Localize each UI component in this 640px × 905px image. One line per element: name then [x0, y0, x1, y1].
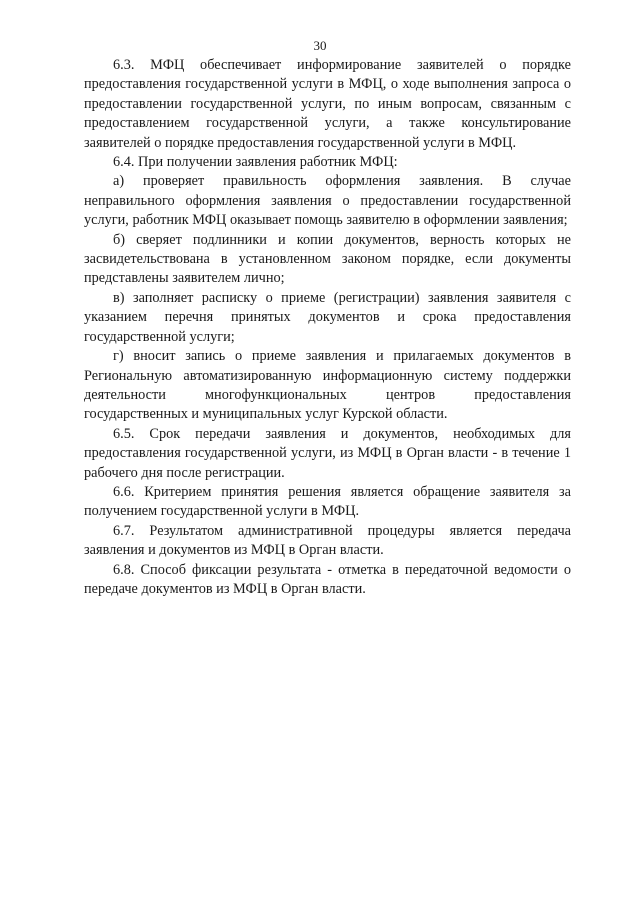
- paragraph-6-3: 6.3. МФЦ обеспечивает информирование заявителей о порядке предоставления государственной услуги в МФЦ, о ходе выполнения запроса о предоставлении государственной услуги, по иным вопросам, связанным с предоставлением государственной услуги, а также консультирование заявителей о порядке предоставления государственной услуги в МФЦ.: [84, 57, 571, 151]
- document-body: [84, 56, 571, 599]
- paragraph-6-4-b: б) сверяет подлинники и копии документов, верность которых не засвидетельствована в установленном законом порядке, если документы представлены заявителем лично;: [84, 231, 571, 287]
- paragraph-6-6: 6.6. Критерием принятия решения является обращение заявителя за получением государственной услуги в МФЦ.: [84, 483, 571, 520]
- paragraph-6-7: 6.7. Результатом административной процедуры является передача заявления и документов из МФЦ в Орган власти.: [84, 522, 571, 559]
- paragraph-6-4-g: г) вносит запись о приеме заявления и прилагаемых документов в Региональную автоматизированную информационную систему поддержки деятельности многофункциональных центров предоставления государственных и муниципальных услуг Курской области.: [84, 348, 571, 423]
- paragraph-6-5: 6.5. Срок передачи заявления и документов, необходимых для предоставления государственной услуги, из МФЦ в Орган власти - в течение 1 рабочего дня после регистрации.: [84, 425, 571, 481]
- paragraph-6-4-v: в) заполняет расписку о приеме (регистрации) заявления заявителя с указанием перечня принятых документов и срока предоставления государственной услуги;: [84, 289, 571, 345]
- paragraph-6-8: 6.8. Способ фиксации результата - отметка в передаточной ведомости о передаче документов из МФЦ в Орган власти.: [84, 561, 571, 597]
- page-number: 30: [313, 38, 327, 53]
- paragraph-6-4: 6.4. При получении заявления работник МФЦ:: [113, 154, 398, 171]
- paragraph-6-4-a: а) проверяет правильность оформления заявления. В случае неправильного оформления заявления о предоставлении государственной услуги, работник МФЦ оказывает помощь заявителю в оформлении заявления;: [84, 173, 571, 229]
